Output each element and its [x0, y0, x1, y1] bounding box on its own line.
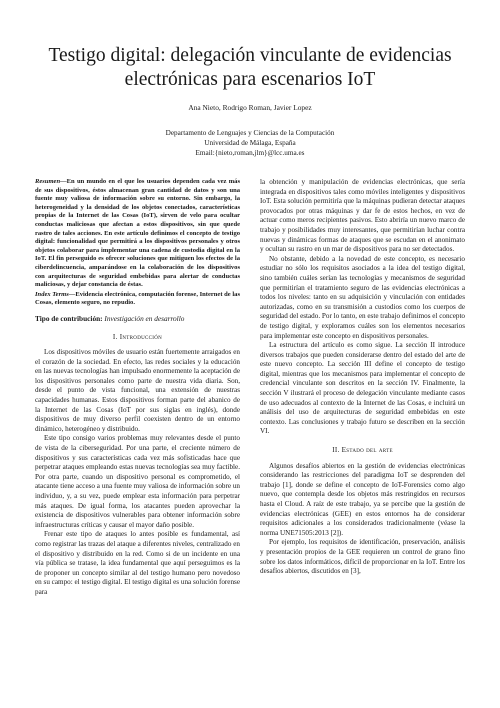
left-column: [35, 178, 240, 598]
abstract: [35, 178, 240, 290]
state-of-art-paragraph: Por ejemplo, los requisitos de identificación, preservación, análisis y presentación propios de la GEE requieren un control de grano fino sobre los datos informáticos, difícil de proporcionar en la IoT. Entre los desafíos abiertos, discutidos en [3],: [260, 538, 465, 576]
intro-paragraph: No obstante, debido a la novedad de este concepto, es necesario estudiar no sólo los requisitos asociados a la idea del testigo digital, sino también cuáles serían las tecnologías y mecanismos de seguridad que permitirían el tratamiento seguro de las evidencias electrónicas a todos los niveles: tanto en su adquisición y vinculación con entidades autorizadas, como en su transmisión a custodios como los cuerpos de seguridad del estado. Por lo tanto, en este trabajo definimos el concepto de testigo digital, y exploramos cuáles son los elementos necesarios para implementar este concepto en dispositivos personales.: [260, 254, 465, 340]
contribution-value: Investigación en desarrollo: [104, 313, 185, 323]
right-column: [260, 178, 465, 577]
intro-paragraph: la obtención y manipulación de evidencias electrónicas, que sería integrada en dispositivos tales como móviles inteligentes y dispositivos IoT. Esta solución permitiría que la máquinas pudieran detectar ataques provocados por otras máquinas y dar fe de estos hechos, en vez de actuar como meros recipientes pasivos. Esto abriría un nuevo marco de trabajo y posibilidades muy interesantes, que permitirían luchar contra nuevas y dinámicas formas de ataques que se escudan en el anonimato y ocultan su rastro en un mar de dispositivos para no ser detectados.: [260, 178, 465, 254]
abstract-label: Resumen—: [35, 178, 67, 185]
contribution-type: [35, 314, 240, 324]
intro-paragraph: Este tipo consigo varios problemas muy relevantes desde el punto de vista de la ciberseguridad. Por una parte, el creciente número de dispositivos y sus características cada vez más sofisticadas hace que perpetrar ataques empleando estas nuevas tecnologías sea muy factible. Por otra parte, cuando un dispositivo personal es comprometido, el atacante tiene acceso a una fuente muy valiosa de información sobre un individuo, y, a su vez, puede emplear esta información para perpetrar más ataques. De igual forma, los atacantes pueden aprovechar la existencia de dispositivos vulnerables para obtener información sobre infraestructuras críticas y causar el mayor daño posible.: [35, 434, 240, 529]
paper-title: Testigo digital: delegación vinculante de evidencias electrónicas para escenarios IoT: [48, 45, 452, 90]
intro-paragraph: Los dispositivos móviles de usuario están fuertemente arraigados en el corazón de la sociedad. En efecto, las redes sociales y la educación en las nuevas tecnologías han impulsado enormemente la aceptación de los dispositivos personales como parte de nuestra vida diaria. Son, desde el punto de vista funcional, una extensión de nuestras capacidades humanas. Estos dispositivos forman parte del abanico de la Internet de las Cosas (IoT por sus siglas en inglés), donde dispositivos de muy diverso perfil coexisten dentro de un entorno dinámico, heterogéneo y distribuido.: [35, 348, 240, 433]
section-heading-introduction: I. Introducción: [112, 332, 163, 341]
affiliation-university: Universidad de Málaga, España: [204, 139, 296, 147]
index-terms-text: —Evidencia electrónica, computación forense, Internet de las Cosas, elemento seguro, no repudio.: [35, 290, 240, 307]
index-terms: [35, 291, 240, 308]
abstract-text: En un mundo en el que los usuarios dependen cada vez más de sus dispositivos, éstos almacenan gran cantidad de datos y son una fuente muy valiosa de información sobre su entorno. Sin embargo, la heterogeneidad y la densidad de los objetos conectados, características propias de la Internet de las Cosas (IoT), sirven de velo para ocultar conductas maliciosas que afectan a estos dispositivos, sin que quede rastro de tales acciones. En este artículo definimos el concepto de testigo digital: funcionalidad que permitirá a los dispositivos personales y otros objetos colaborar para implementar una cadena de custodia digital en la IoT. El fin perseguido es ofrecer soluciones que mitiguen los efectos de la ciberdelincuencia, amparándose en la colaboración de los dispositivos con arquitecturas de seguridad embebidas para alertar de conductas maliciosas, y dejar constancia de éstas.: [35, 178, 240, 289]
section-heading-state-of-art: II. Estado del arte: [332, 446, 393, 455]
affiliation-department: Departamento de Lenguajes y Ciencias de la Computación: [165, 129, 335, 137]
intro-paragraph: La estructura del artículo es como sigue. La sección II introduce diversos trabajos que pueden considerarse dentro del estado del arte de este nuevo concepto. La sección III define el concepto de testigo digital, mientras que los mecanismos para implementar el concepto de credencial vinculante son descritos en la sección IV. Finalmente, la sección V ilustrará el proceso de delegación vinculante mediante casos de uso adecuados al contexto de la Internet de las Cosas, e incluirá un análisis del uso de arquitecturas de seguridad embebidas en este contexto. Las conclusiones y trabajo futuro se describen en la sección VI.: [260, 341, 465, 436]
affiliation-email: Email:{nieto,roman,jlm}@lcc.uma.es: [195, 149, 305, 157]
state-of-art-paragraph: Algunos desafíos abiertos en la gestión de evidencias electrónicas considerando las restricciones del paradigma IoT se desprenden del trabajo [1], donde se define el concepto de IoT-Forensics como algo nuevo, que contempla desde los objetos más restringidos en recursos hasta el Cloud. A raíz de este trabajo, ya se percibe que la gestión de evidencias electrónicas (GEE) en estos entornos ha de considerar requisitos adicionales a los considerados tradicionalmente (véase la norma UNE71505:2013 [2]).: [260, 461, 465, 537]
paper-authors: Ana Nieto, Rodrigo Roman, Javier Lopez: [188, 103, 312, 112]
author-affiliation: [0, 128, 500, 158]
contribution-label: Tipo de contribución:: [35, 313, 103, 323]
intro-paragraph: Frenar este tipo de ataques lo antes posible es fundamental, así como registrar las trazas del ataque a diferentes niveles, centralizado en el dispositivo y distribuido en la red. Como si de un incidente en una vía pública se tratase, la idea fundamental que aquí perseguimos es la de proponer un concepto similar al del testigo humano pero novedoso en su campo: el testigo digital. El testigo digital es una solución forense para: [35, 530, 240, 596]
index-terms-label: Index Terms: [35, 290, 69, 298]
